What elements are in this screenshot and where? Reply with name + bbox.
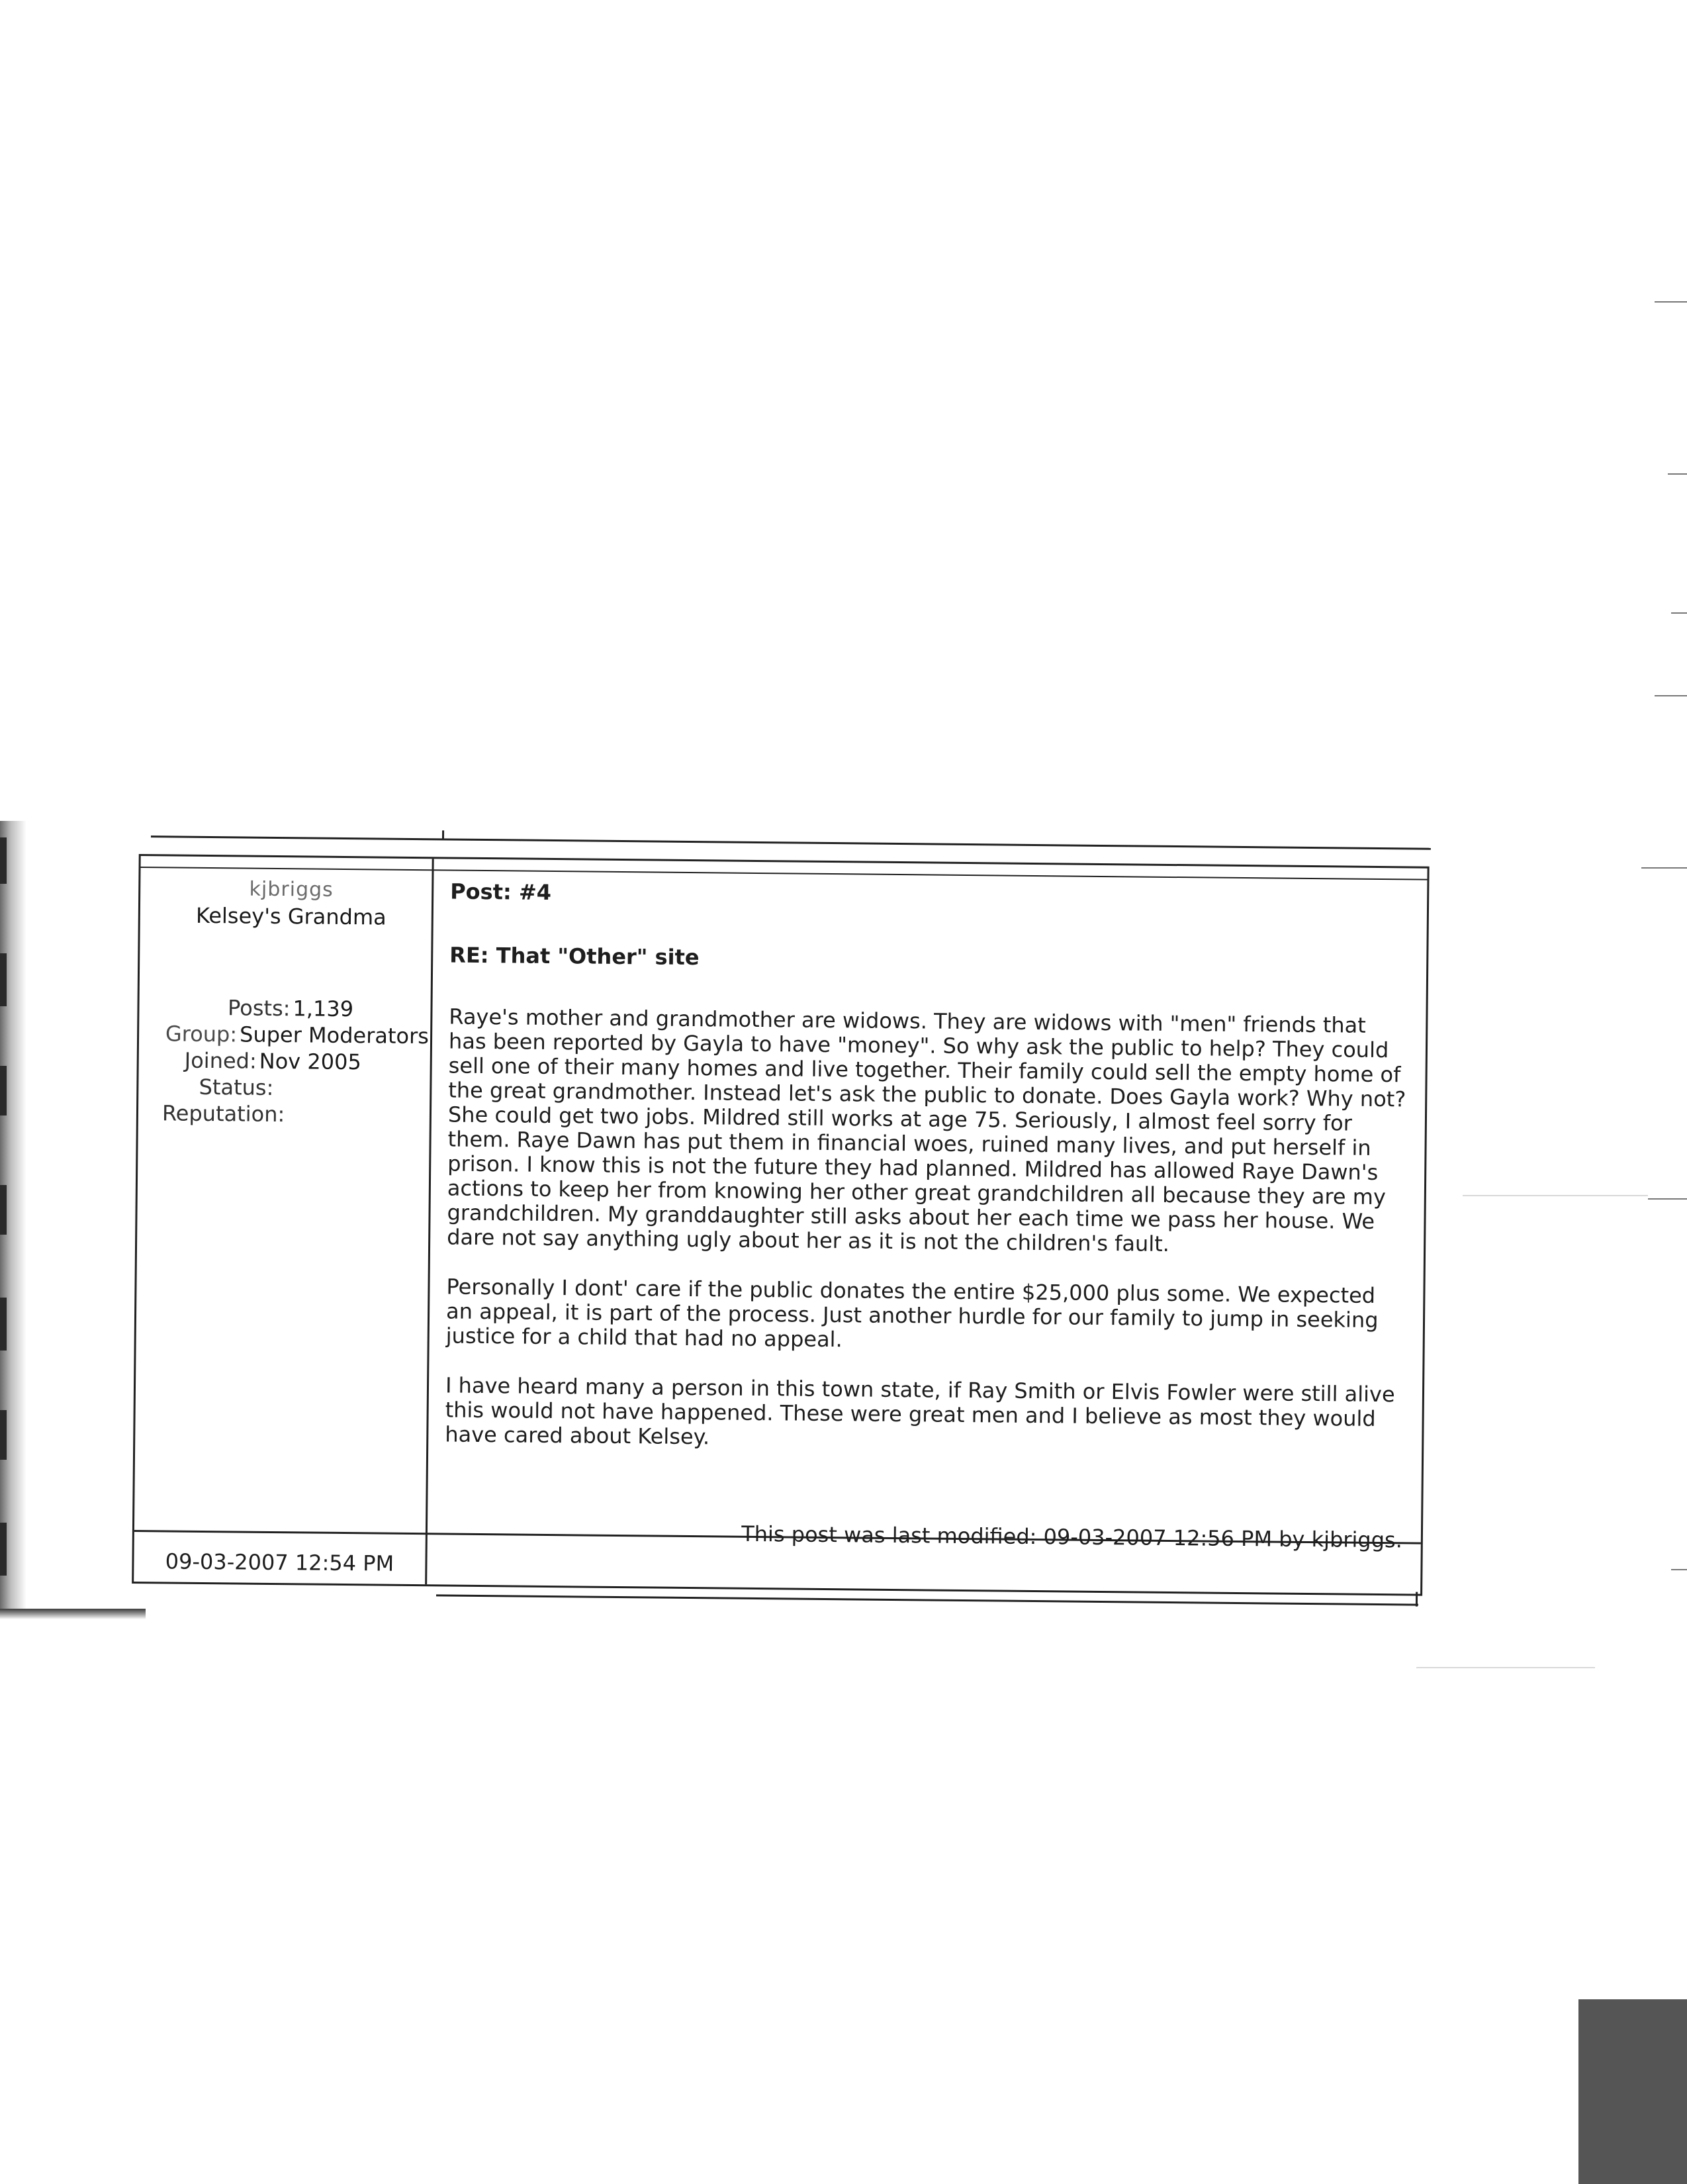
table-top-border: [151, 835, 1431, 850]
post-timestamp: 09-03-2007 12:54 PM: [165, 1548, 394, 1576]
post-subject: RE: That "Other" site: [449, 942, 700, 971]
stat-label: Reputation:: [161, 1100, 285, 1127]
stat-label: Posts:: [227, 995, 291, 1021]
scan-faint-line: [1463, 1195, 1648, 1196]
stat-value: Super Moderators: [239, 1021, 430, 1049]
table-bottom-corner: [1416, 1592, 1418, 1607]
post-paragraph: Raye's mother and grandmother are widows. They are widows with "men" friends that has been reported by Gayla to have "money". So why ask the public to help? They could sell one of their many homes and live together. Their family could sell the empty home of the great grandmother. Instead let's ask the public to donate. Does Gayla work? Why not? She could get two jobs. Mildred still works at age 75. Seriously, I almost feel sorry for them. Raye Dawn has put them in financial woes, ruined many lives, and put herself in prison. I know this is not the future they had planned. Mildred has allowed Raye Dawn's actions to keep her from knowing her other great grandchildren all because they are my grandchildren. My granddaughter still asks about her each time we pass her house. We dare not say anything ugly about her as it is not the children's fault.: [447, 1004, 1406, 1257]
author-stat-group: [151, 1020, 429, 1049]
scan-edge-tick: [1648, 1198, 1687, 1200]
stat-label: Group:: [165, 1021, 238, 1047]
post-table-frame: [132, 854, 1429, 1596]
table-bottom-border: [436, 1594, 1418, 1605]
author-title: Kelsey's Grandma: [195, 902, 387, 930]
post-number[interactable]: Post: #4: [450, 878, 552, 905]
scan-edge-tick: [1641, 867, 1687, 869]
stat-label: Joined:: [184, 1047, 257, 1074]
post-paragraph: Personally I dont' care if the public donates the entire $25,000 plus some. We expected an appeal, it is part of the process. Just another hurdle for our family to jump in seeking justice for a child that had no appeal.: [445, 1274, 1379, 1353]
author-stats: [150, 994, 430, 1129]
table-column-tick: [442, 830, 444, 839]
author-stat-status: [150, 1073, 428, 1102]
scan-edge-tick: [1655, 695, 1687, 696]
stat-value: 1,139: [293, 996, 354, 1022]
stat-value: Nov 2005: [259, 1048, 361, 1075]
author-stat-posts: [151, 994, 429, 1023]
author-stat-reputation: [150, 1100, 428, 1129]
post-paragraph: I have heard many a person in this town state, if Ray Smith or Elvis Fowler were still alive this would not have happened. These were great men and I believe as most they would have cared about Kelsey.: [445, 1372, 1395, 1450]
author-username[interactable]: kjbriggs: [249, 877, 334, 902]
scan-shadow-bottom: [0, 1609, 146, 1619]
author-stat-joined: [151, 1047, 429, 1076]
scan-edge-tick: [1668, 473, 1687, 475]
scan-corner-block: [1578, 1999, 1687, 2184]
post-modified-note: This post was last modified: 09-03-2007 12:56 PM by kjbriggs.: [741, 1521, 1403, 1553]
scan-edge-tick: [1655, 301, 1687, 303]
forum-post: [131, 835, 1430, 1642]
scan-faint-line: [1416, 1667, 1595, 1668]
author-panel: [150, 876, 431, 1129]
scan-edge-tick: [1671, 1569, 1687, 1570]
scan-edge-tick: [1671, 612, 1687, 614]
post-content: [445, 879, 1410, 1456]
stat-label: Status:: [199, 1074, 274, 1100]
